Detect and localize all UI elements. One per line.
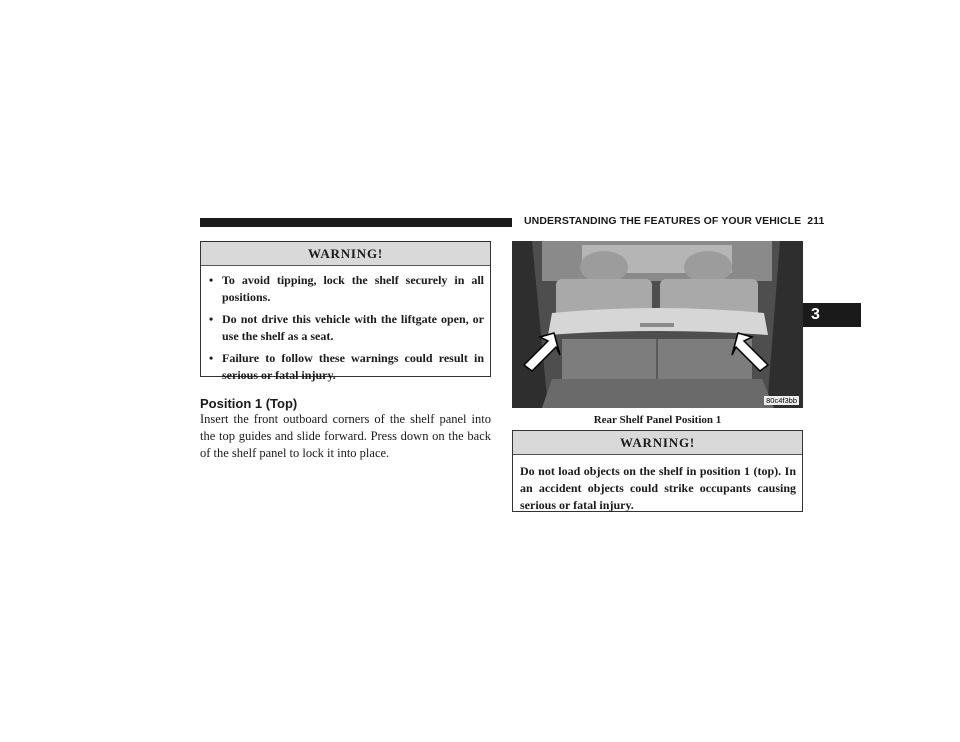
page-number: 211 [807, 215, 825, 227]
header-rule [200, 218, 512, 227]
section-body: Insert the front outboard corners of the shelf panel into the top guides and slide forward. Press down on the back of the shelf panel to lock it into place. [200, 412, 491, 460]
warning-title: WARNING! [513, 431, 802, 455]
cargo-shelf-illustration [512, 241, 803, 408]
figure-caption: Rear Shelf Panel Position 1 [593, 414, 722, 426]
running-header [524, 215, 825, 227]
figure-id: 80c4f3bb [766, 396, 797, 405]
warning-box-top [200, 241, 491, 382]
warning-list [201, 266, 490, 384]
section-heading: Position 1 (Top) [200, 396, 298, 411]
bullet-icon: • [209, 273, 214, 287]
warning-item-text: Do not drive this vehicle with the liftgate open, or use the shelf as a seat. [222, 312, 484, 343]
bullet-icon: • [209, 351, 214, 365]
warning-list-item [209, 272, 484, 306]
chapter-tab: 3 [803, 303, 861, 327]
warning-list-item [209, 311, 484, 345]
warning-title: WARNING! [201, 242, 490, 266]
cargo-photo [512, 241, 803, 408]
warning-item-text: To avoid tipping, lock the shelf securely in all positions. [222, 273, 484, 304]
warning-item-text: Failure to follow these warnings could result in serious or fatal injury. [222, 351, 484, 382]
warning-box-bottom [512, 430, 803, 512]
warning-list-item [209, 350, 484, 384]
bullet-icon: • [209, 312, 214, 326]
warning-body: Do not load objects on the shelf in position 1 (top). In an accident objects could strike occupants causing serious or fatal injury. [520, 464, 796, 512]
header-title: UNDERSTANDING THE FEATURES OF YOUR VEHICLE [524, 215, 802, 227]
